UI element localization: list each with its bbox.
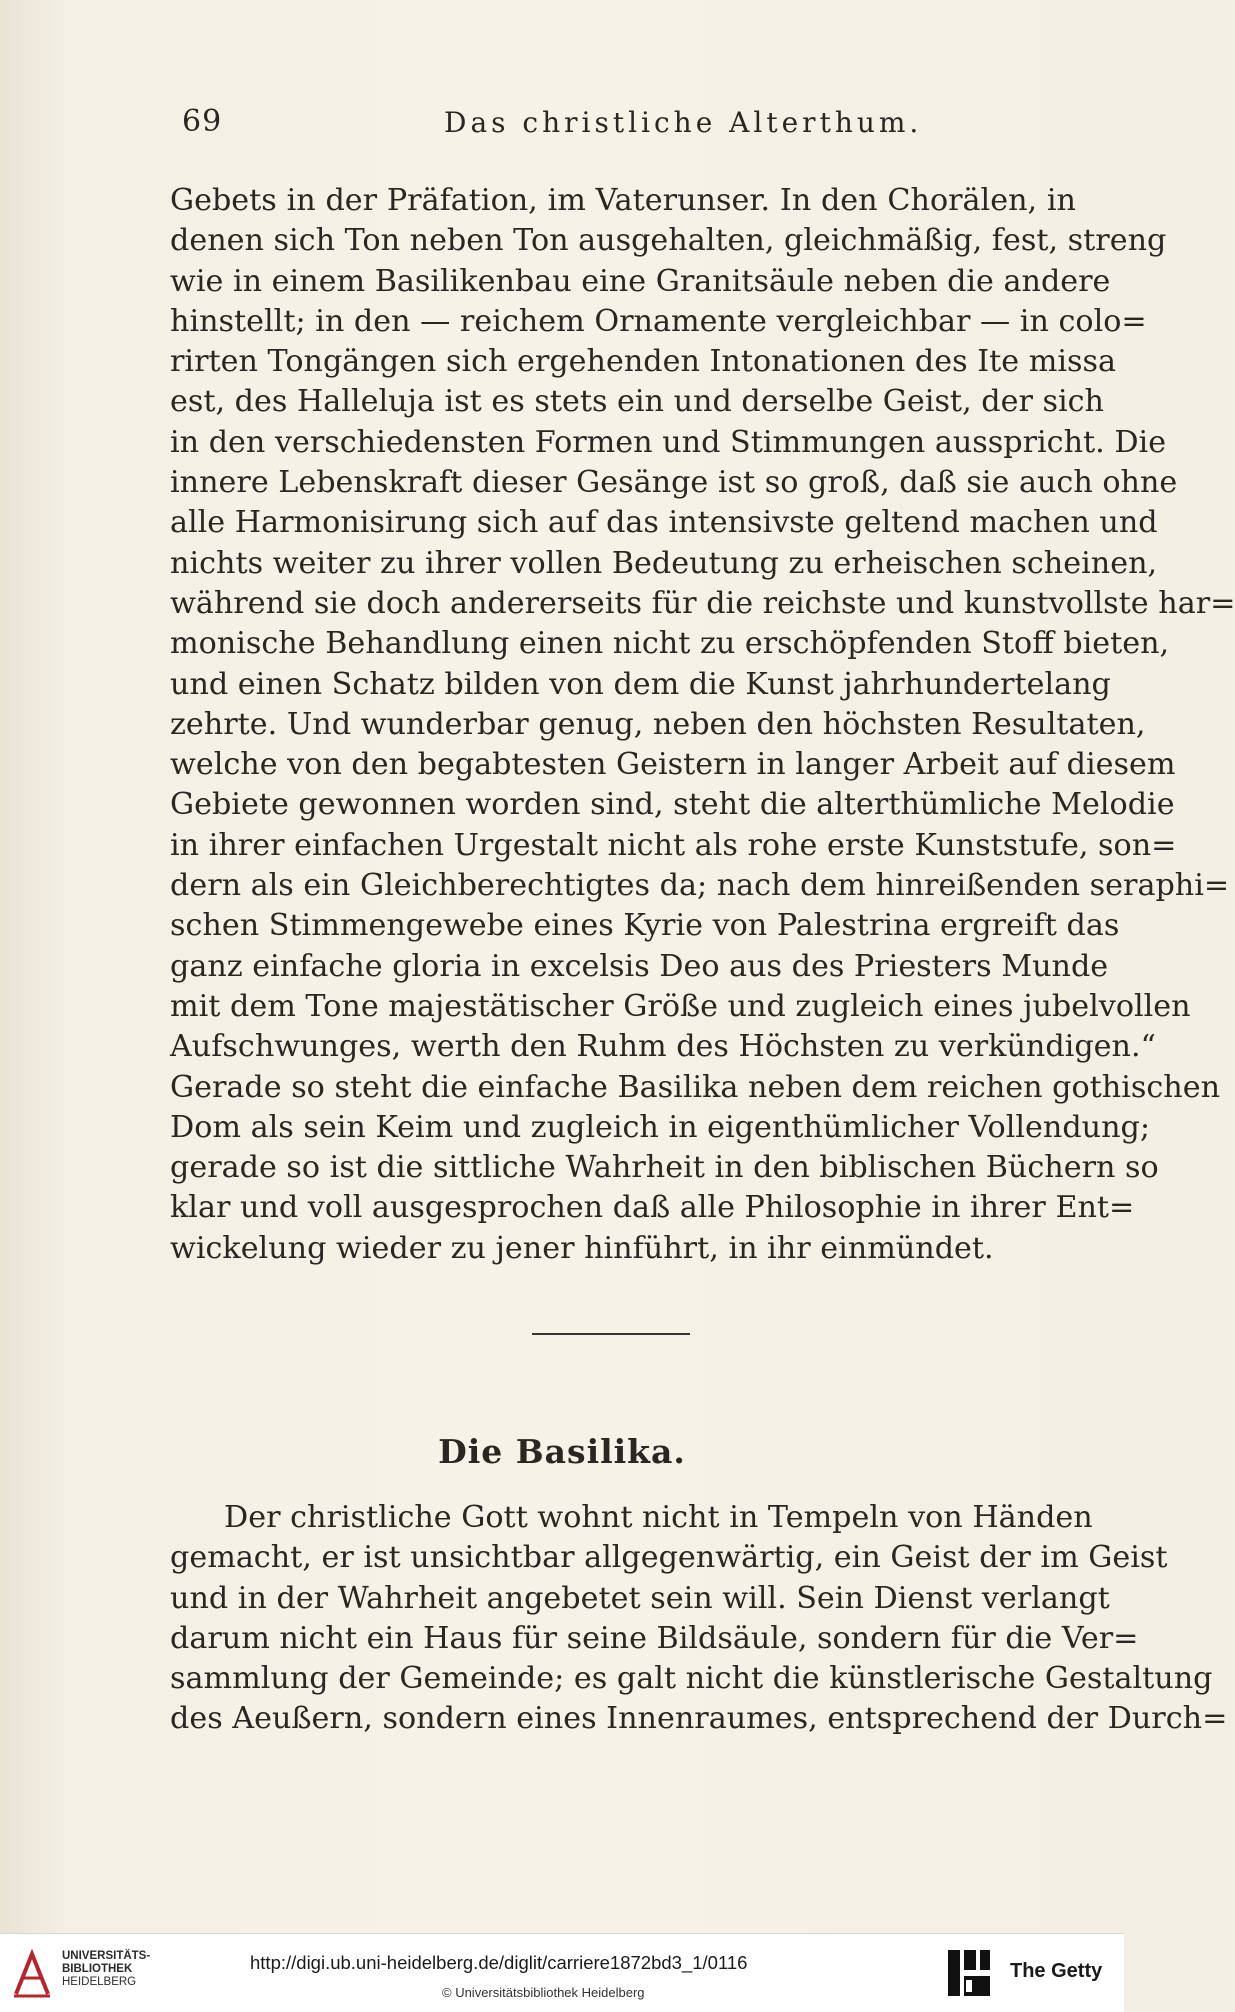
text-line: ganz einfache gloria in excelsis Deo aus des Priesters Munde	[170, 948, 1109, 984]
text-line: und einen Schatz bilden von dem die Kunst jahrhundertelang	[170, 666, 1111, 702]
text-line: und in der Wahrheit angebetet sein will. Sein Dienst verlangt	[170, 1580, 1110, 1616]
text-line: Gerade so steht die einfache Basilika neben dem reichen gothischen	[170, 1069, 1221, 1105]
text-line: denen sich Ton neben Ton ausgehalten, gleichmäßig, fest, streng	[170, 223, 1167, 259]
digitization-footer	[0, 1933, 1124, 2012]
text-line: wickelung wieder zu jener hinführt, in ihr einmündet.	[170, 1230, 994, 1266]
text-line: schen Stimmengewebe eines Kyrie von Palestrina ergreift das	[170, 908, 1120, 944]
running-head: Das christliche Alterthum.	[444, 106, 923, 139]
text-line: während sie doch andererseits für die reichste und kunstvollste har=	[170, 585, 1235, 621]
text-line: Aufschwunges, werth den Ruhm des Höchsten zu verkündigen.“	[170, 1029, 1156, 1065]
text-line: hinstellt; in den — reichem Ornamente vergleichbar — in colo=	[170, 303, 1147, 339]
partner-name: The Getty	[1010, 1960, 1103, 1982]
text-line: wie in einem Basilikenbau eine Granitsäule neben die andere	[170, 263, 1111, 299]
text-line: in ihrer einfachen Urgestalt nicht als rohe erste Kunststufe, son=	[170, 827, 1177, 863]
page-number: 69	[182, 104, 223, 139]
permalink-link[interactable]: http://digi.ub.uni-heidelberg.de/diglit/carriere1872bd3_1/0116	[250, 1952, 748, 1973]
text-line: sammlung der Gemeinde; es galt nicht die künstlerische Gestaltung	[170, 1661, 1213, 1697]
text-line: gerade so ist die sittliche Wahrheit in den biblischen Büchern so	[170, 1150, 1159, 1186]
text-line: rirten Tongängen sich ergehenden Intonationen des Ite missa	[170, 344, 1116, 380]
text-line: mit dem Tone majestätischer Größe und zugleich eines jubelvollen	[170, 988, 1191, 1024]
text-line: klar und voll ausgesprochen daß alle Philosophie in ihrer Ent=	[170, 1190, 1135, 1226]
text-line: Dom als sein Keim und zugleich in eigenthümlicher Vollendung;	[170, 1109, 1151, 1145]
text-line: Der christliche Gott wohnt nicht in Tempeln von Händen	[224, 1500, 1093, 1535]
text-line: Gebiete gewonnen worden sind, steht die alterthümliche Melodie	[170, 787, 1175, 823]
text-line: monische Behandlung einen nicht zu erschöpfenden Stoff bieten,	[170, 626, 1170, 662]
library-name-line: BIBLIOTHEK	[62, 1963, 133, 1975]
text-line: Gebets in der Präfation, im Vaterunser. In den Chorälen, in	[170, 183, 1076, 218]
section-heading: Die Basilika.	[438, 1432, 686, 1471]
text-line: nichts weiter zu ihrer vollen Bedeutung zu erheischen scheinen,	[170, 545, 1158, 581]
getty-logo-icon	[946, 1948, 992, 1998]
page-header	[174, 96, 1074, 148]
text-line: dern als ein Gleichberechtigtes da; nach dem hinreißenden seraphi=	[170, 868, 1230, 904]
paragraph-2	[170, 1498, 1228, 1740]
university-library-logo-icon	[10, 1948, 54, 2000]
text-line: in den verschiedensten Formen und Stimmungen ausspricht. Die	[170, 424, 1167, 460]
text-line: est, des Halleluja ist es stets ein und derselbe Geist, der sich	[170, 384, 1104, 420]
library-name-line: UNIVERSITÄTS-	[62, 1950, 151, 1962]
text-line: welche von den begabtesten Geistern in langer Arbeit auf diesem	[170, 747, 1176, 783]
text-line: des Aeußern, sondern eines Innenraumes, entsprechend der Durch=	[170, 1701, 1228, 1737]
library-name	[62, 1950, 150, 1989]
text-line: alle Harmonisirung sich auf das intensivste geltend machen und	[170, 505, 1158, 541]
text-line: zehrte. Und wunderbar genug, neben den höchsten Resultaten,	[170, 706, 1146, 742]
text-line: gemacht, er ist unsichtbar allgegenwärtig, ein Geist der im Geist	[170, 1540, 1168, 1576]
section-divider	[532, 1333, 690, 1335]
paragraph-1	[170, 181, 1235, 1269]
text-line: darum nicht ein Haus für seine Bildsäule, sondern für die Ver=	[170, 1620, 1139, 1656]
copyright-notice: © Universitätsbibliothek Heidelberg	[442, 1985, 645, 2000]
text-line: innere Lebenskraft dieser Gesänge ist so groß, daß sie auch ohne	[170, 465, 1178, 501]
library-name-line: HEIDELBERG	[62, 1976, 137, 1988]
